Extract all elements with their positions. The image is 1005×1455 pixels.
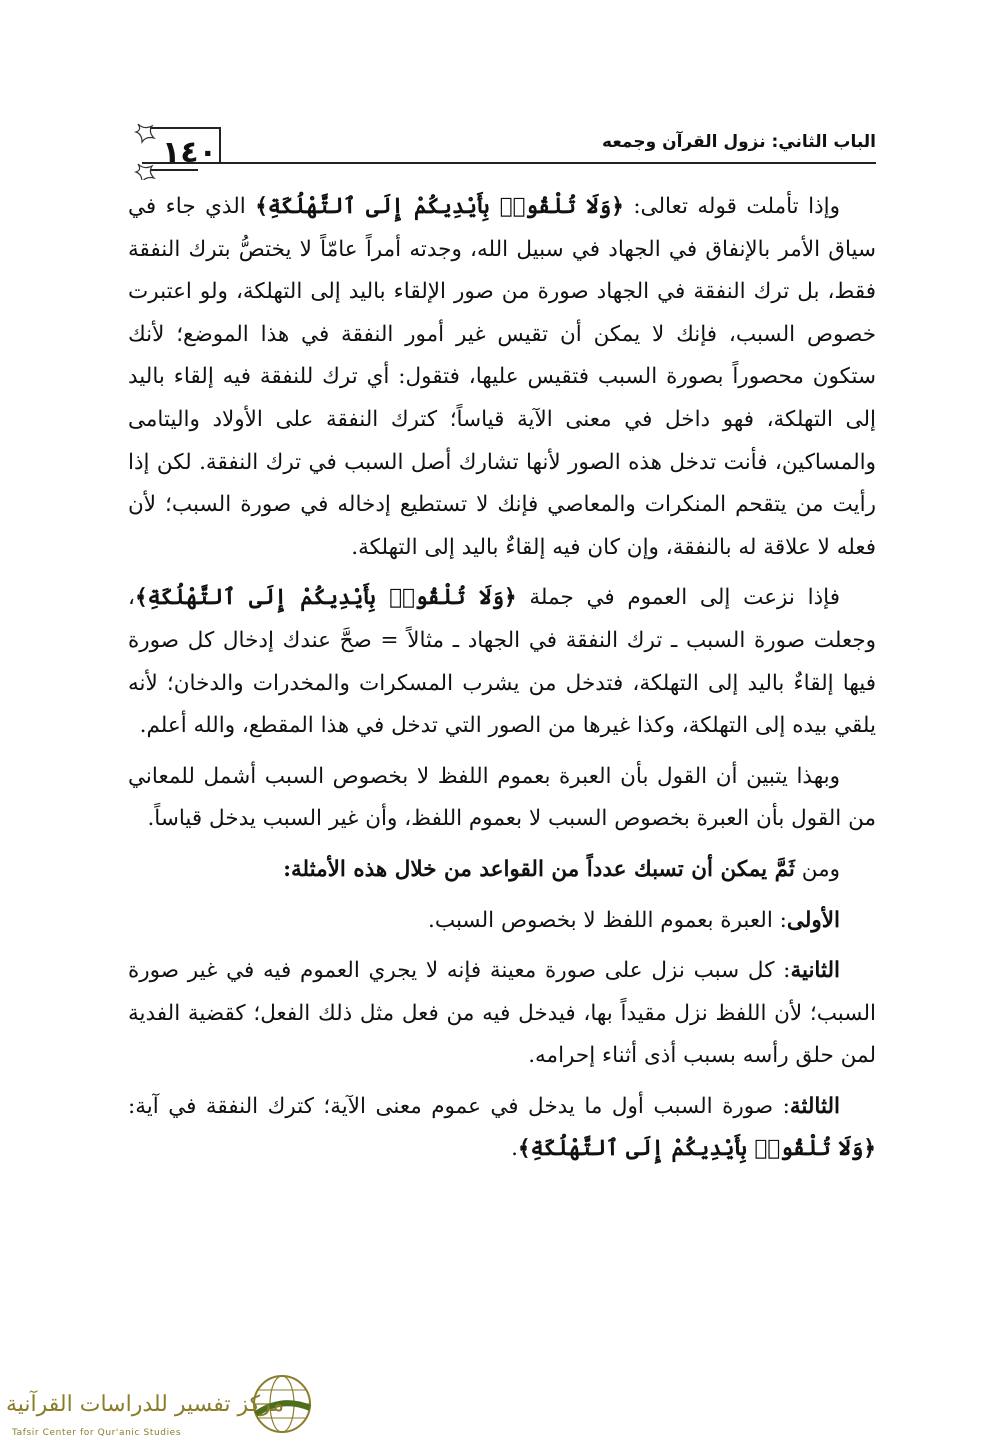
rule-3-label: الثالثة [789, 1093, 840, 1119]
paragraph-1-lead: وإذا تأملت قوله تعالى: [623, 194, 840, 219]
page-number-ornament [128, 118, 228, 180]
rule-1-text: : العبرة بعموم اللفظ لا بخصوص السبب. [428, 907, 787, 933]
rule-1 [128, 900, 876, 943]
paragraph-3: وبهذا يتبين أن القول بأن العبرة بعموم اللفظ لا بخصوص السبب أشمل للمعاني من القول بأن العبرة بخصوص السبب لا بعموم اللفظ، وأن غير السبب يدخل قياساً. [128, 763, 876, 832]
paragraph-2-body: ، وجعلت صورة السبب ـ ترك النفقة في الجهاد ـ مثالاً = صحَّ عندك إدخال كل صورة فيها إلقاءٌ باليد إلى التهلكة، فتدخل من يشرب المسكرات والمخدرات والدخان؛ لأنه يلقي بيده إلى التهلكة، وكذا غيرها من الصور التي تدخل في هذا المقطع، والله أعلم. [128, 585, 876, 739]
publisher-logo [0, 1370, 315, 1448]
rule-3-end: . [511, 1136, 518, 1162]
paragraph-1-body: الذي جاء في سياق الأمر بالإنفاق في الجهاد في سبيل الله، وجدته أمراً عامّاً لا يختصُّ بترك النفقة فقط، بل ترك النفقة في الجهاد صورة من صور الإلقاء باليد إلى التهلكة، ولو اعتبرت خصوص السبب، فإنك لا يمكن أن تقيس غير أمور النفقة في هذا الموضع؛ لأنك ستكون محصوراً بصورة السبب فتقيس عليها، فتقول: أي ترك للنفقة فيه إلقاء باليد إلى التهلكة، فهو داخل في معنى الآية قياساً؛ كترك النفقة على الأولاد واليتامى والمساكين، فأنت تدخل هذه الصور لأنها تشارك أصل السبب في ترك النفقة. لكن إذا رأيت من يتقحم المنكرات والمعاصي فإنك لا تستطيع إدخاله في صورة السبب؛ لأن فعله لا علاقة له بالنفقة، وإن كان فيه إلقاءٌ باليد إلى التهلكة. [128, 194, 876, 560]
logo-arabic-text: مركز تفسير للدراسات القرآنية [6, 1392, 285, 1417]
paragraph-2 [128, 577, 876, 747]
chapter-title: الباب الثاني: نزول القرآن وجمعه [602, 132, 876, 152]
paragraph-4-bold: ثَمَّ يمكن أن تسبك عدداً من القواعد من خلال هذه الأمثلة: [283, 856, 795, 882]
quran-verse: ﴿وَلَا تُلْقُوا۟ بِأَيْدِيكُمْ إِلَى ٱلتَّهْلُكَةِ﴾ [517, 1136, 876, 1162]
logo-english-text: Tafsir Center for Qur'anic Studies [12, 1428, 182, 1438]
page-header [128, 118, 876, 180]
paragraph-2-lead: فإذا نزعت إلى العموم في جملة [516, 585, 840, 611]
body-text [128, 186, 876, 1179]
rule-3 [128, 1086, 876, 1171]
rule-2-text: : كل سبب نزل على صورة معينة فإنه لا يجري العموم فيه في غير صورة السبب؛ لأن اللفظ نزل مقيداً بها، فيدخل فيه من فعل مثل ذلك الفعل؛ كقضية الفدية لمن حلق رأسه بسبب أذى أثناء إحرامه. [128, 958, 876, 1069]
paragraph-1 [128, 186, 876, 569]
paragraph-4-lead: ومن [794, 856, 840, 882]
paragraph-4 [128, 849, 876, 892]
page-number: ١٤٠ [162, 135, 217, 170]
rule-2 [128, 950, 876, 1078]
quran-verse: ﴿وَلَا تُلْقُوا۟ بِأَيْدِيكُمْ إِلَى ٱلتَّهْلُكَةِ﴾ [134, 585, 517, 611]
rule-3-text: : صورة السبب أول ما يدخل في عموم معنى الآية؛ كترك النفقة في آية: [128, 1093, 790, 1119]
rule-2-label: الثانية [790, 958, 840, 984]
rule-1-label: الأولى [786, 907, 840, 933]
quran-verse: ﴿وَلَا تُلْقُوا۟ بِأَيْدِيكُمْ إِلَى ٱلتَّهْلُكَةِ﴾ [255, 194, 624, 219]
header-rule [142, 162, 876, 164]
